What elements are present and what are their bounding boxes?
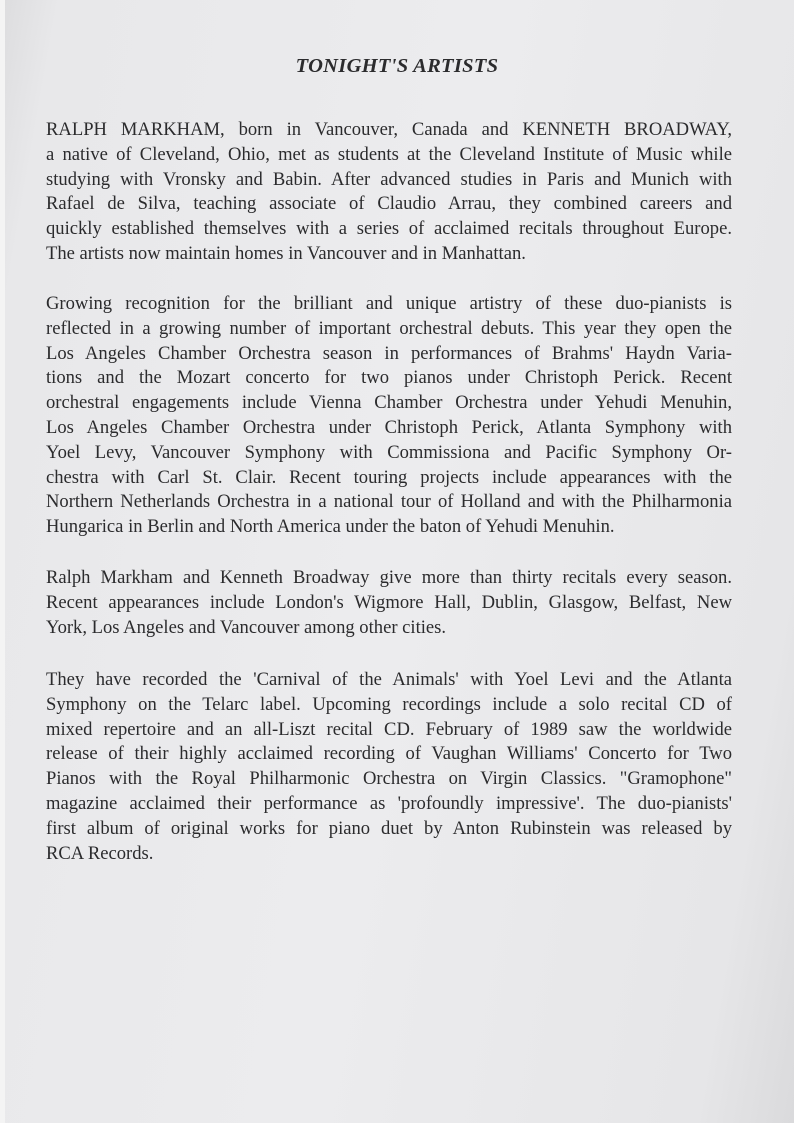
text-line: Northern Netherlands Orchestra in a national tour of Holland and with the Philharmonia: [46, 491, 732, 513]
text-line: RCA Records.: [46, 842, 154, 864]
text-line: York, Los Angeles and Vancouver among other cities.: [46, 616, 447, 638]
text-line: Yoel Levy, Vancouver Symphony with Commissiona and Pacific Symphony Or-: [46, 441, 732, 463]
text-line: a native of Cleveland, Ohio, met as students at the Cleveland Institute of Music while: [46, 143, 732, 165]
text-line: tions and the Mozart concerto for two pianos under Christoph Perick. Recent: [46, 367, 732, 389]
page-edge: [0, 0, 5, 1123]
text-line: Hungarica in Berlin and North America under the baton of Yehudi Menuhin.: [46, 516, 615, 538]
paragraph-4: [46, 668, 732, 866]
text-line: They have recorded the 'Carnival of the Animals' with Yoel Levi and the Atlanta: [46, 669, 732, 690]
text-line: chestra with Carl St. Clair. Recent touring projects include appearances with the: [46, 466, 732, 488]
paragraph-3: [46, 566, 732, 640]
text-line: orchestral engagements include Vienna Chamber Orchestra under Yehudi Menuhin,: [46, 392, 732, 414]
paragraph-2: [46, 292, 732, 540]
text-line: Rafael de Silva, teaching associate of Claudio Arrau, they combined careers and: [46, 193, 732, 215]
text-line: magazine acclaimed their performance as 'profoundly impressive'. The duo-pianists': [46, 792, 732, 814]
text-line: Pianos with the Royal Philharmonic Orchestra on Virgin Classics. "Gramophone": [46, 768, 732, 790]
text-line: Los Angeles Chamber Orchestra season in performances of Brahms' Haydn Varia-: [46, 342, 732, 364]
text-line: studying with Vronsky and Babin. After advanced studies in Paris and Munich with: [46, 168, 732, 190]
text-line: quickly established themselves with a series of acclaimed recitals throughout Europe.: [46, 218, 732, 240]
text-line: RALPH MARKHAM, born in Vancouver, Canada and KENNETH BROADWAY,: [46, 119, 732, 140]
paragraph-1: [46, 118, 732, 267]
text-line: The artists now maintain homes in Vancouver and in Manhattan.: [46, 242, 526, 264]
text-line: mixed repertoire and an all-Liszt recital CD. February of 1989 saw the worldwide: [46, 718, 732, 740]
text-line: Ralph Markham and Kenneth Broadway give more than thirty recitals every season.: [46, 567, 732, 588]
page-title: TONIGHT'S ARTISTS: [295, 55, 499, 77]
text-line: Growing recognition for the brilliant and unique artistry of these duo-pianists is: [46, 293, 732, 314]
text-line: Symphony on the Telarc label. Upcoming recordings include a solo recital CD of: [46, 693, 732, 715]
text-line: Recent appearances include London's Wigmore Hall, Dublin, Glasgow, Belfast, New: [46, 591, 732, 613]
text-line: first album of original works for piano duet by Anton Rubinstein was released by: [46, 817, 732, 839]
text-line: release of their highly acclaimed recording of Vaughan Williams' Concerto for Two: [46, 743, 732, 765]
text-line: reflected in a growing number of important orchestral debuts. This year they open the: [46, 317, 732, 339]
text-line: Los Angeles Chamber Orchestra under Christoph Perick, Atlanta Symphony with: [46, 416, 732, 438]
